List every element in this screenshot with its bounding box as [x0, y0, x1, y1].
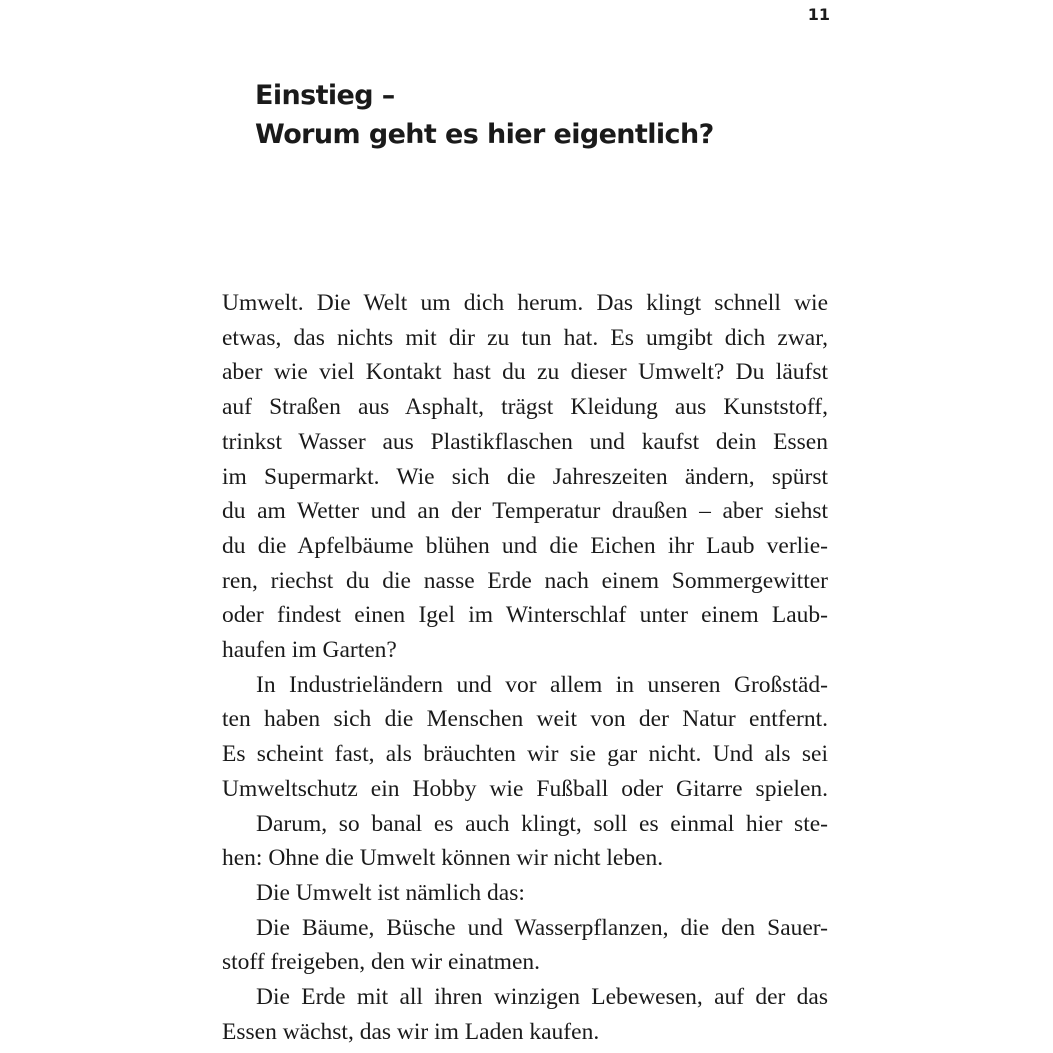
text-line: oder findest einen Igel im Winterschlaf unter einem Laub-	[222, 602, 828, 629]
text-line: Es scheint fast, als bräuchten wir sie gar nicht. Und als sei	[222, 741, 828, 768]
text-line: trinkst Wasser aus Plastikflaschen und kaufst dein Essen	[222, 428, 828, 455]
page-number: 11	[807, 5, 830, 24]
text-line: etwas, das nichts mit dir zu tun hat. Es umgibt dich zwar,	[222, 324, 828, 351]
text-line: Die Erde mit all ihren winzigen Lebewesen, auf der das	[256, 984, 828, 1011]
text-line: In Industrieländern und vor allem in unseren Großstäd-	[256, 671, 828, 698]
text-line: haufen im Garten?	[222, 637, 397, 664]
body-text	[222, 286, 828, 1049]
text-line: Essen wächst, das wir im Laden kaufen.	[222, 1018, 600, 1045]
text-line: ren, riechst du die nasse Erde nach einem Sommergewitter	[222, 567, 828, 594]
text-line: Umwelt. Die Welt um dich herum. Das klingt schnell wie	[222, 290, 828, 316]
chapter-title-line-2: Worum geht es hier eigentlich?	[255, 119, 714, 150]
text-line: Die Bäume, Büsche und Wasserpflanzen, die den Sauer-	[256, 914, 828, 941]
text-line: du am Wetter und an der Temperatur draußen – aber siehst	[222, 498, 828, 525]
chapter-title-line-1: Einstieg –	[255, 80, 395, 111]
text-line: Darum, so banal es auch klingt, soll es einmal hier ste-	[256, 810, 828, 837]
text-line: ten haben sich die Menschen weit von der Natur entfernt.	[222, 706, 828, 733]
text-line: aber wie viel Kontakt hast du zu dieser Umwelt? Du läufst	[222, 359, 828, 386]
text-line: stoff freigeben, den wir einatmen.	[222, 949, 541, 976]
text-line: du die Apfelbäume blühen und die Eichen ihr Laub verlie-	[222, 532, 828, 559]
chapter-title	[255, 76, 714, 154]
text-line: hen: Ohne die Umwelt können wir nicht leben.	[222, 845, 664, 872]
text-line: auf Straßen aus Asphalt, trägst Kleidung aus Kunststoff,	[222, 394, 828, 421]
text-line: im Supermarkt. Wie sich die Jahreszeiten ändern, spürst	[222, 463, 828, 490]
text-line: Die Umwelt ist nämlich das:	[256, 879, 525, 906]
text-line: Umweltschutz ein Hobby wie Fußball oder Gitarre spielen.	[222, 775, 828, 802]
